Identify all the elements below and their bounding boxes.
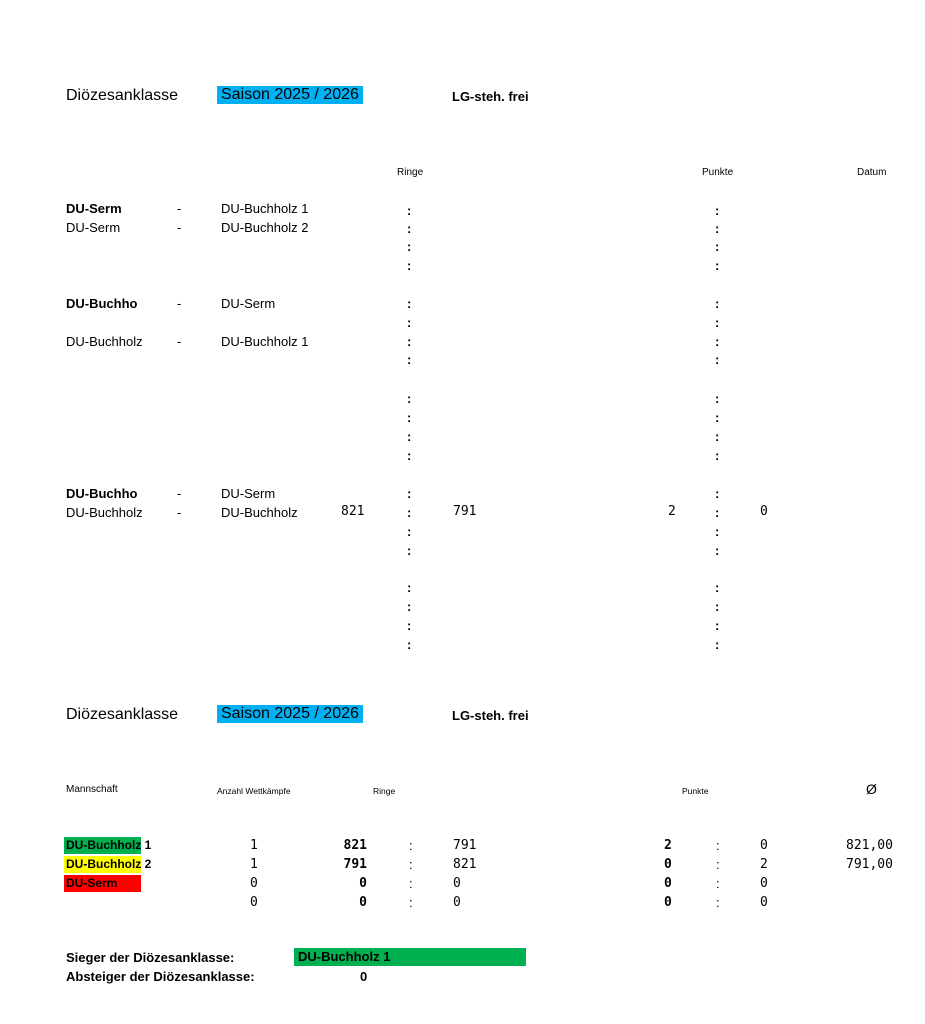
standings-ringe-own: 0: [359, 895, 367, 910]
table-header-count: Anzahl Wettkämpfe: [217, 786, 291, 796]
section2-discipline: LG-steh. frei: [452, 708, 529, 723]
match-home: DU-Serm: [66, 201, 122, 216]
col-header-ringe: Ringe: [397, 167, 424, 178]
match-dash: -: [177, 220, 182, 235]
score-separator: :: [407, 258, 412, 273]
standings-average: 791,00: [846, 857, 893, 872]
score-separator: :: [407, 410, 412, 425]
relegated-value: 0: [360, 969, 368, 984]
score-separator: :: [715, 599, 720, 614]
score-separator: :: [407, 315, 412, 330]
score-separator: :: [407, 296, 412, 311]
match-dash: -: [177, 296, 182, 311]
score-separator: :: [715, 410, 720, 425]
standings-average: 821,00: [846, 838, 893, 853]
standings-ringe-opp: 821: [453, 857, 477, 872]
match-away: DU-Serm: [221, 486, 276, 501]
match-punkte-away: 0: [760, 504, 768, 519]
standings-ringe-own: 791: [343, 857, 367, 872]
match-home: DU-Buchho: [66, 296, 138, 311]
match-home: DU-Buchholz: [66, 505, 143, 520]
standings-team: DU-Buchholz 2: [64, 856, 164, 873]
standings-separator: :: [716, 895, 720, 910]
table-header-ringe: Ringe: [373, 786, 396, 796]
score-separator: :: [715, 391, 720, 406]
match-ringe-away: 791: [453, 504, 477, 519]
score-separator: :: [407, 505, 412, 520]
score-separator: :: [715, 239, 720, 254]
standings-count: 0: [250, 876, 258, 891]
standings-punkte-opp: 0: [760, 895, 768, 910]
standings-ringe-own: 821: [343, 838, 367, 853]
score-separator: :: [715, 505, 720, 520]
standings-punkte-own: 0: [664, 895, 672, 910]
score-separator: :: [715, 580, 720, 595]
standings-ringe-opp: 791: [453, 838, 477, 853]
match-away: DU-Buchholz: [221, 505, 298, 520]
table-header-team: Mannschaft: [66, 784, 118, 795]
standings-count: 1: [250, 857, 258, 872]
score-separator: :: [407, 221, 412, 236]
score-separator: :: [407, 448, 412, 463]
section1-discipline: LG-steh. frei: [452, 89, 529, 104]
score-separator: :: [407, 391, 412, 406]
score-separator: :: [407, 334, 412, 349]
section2-saison-badge: Saison 2025 / 2026: [217, 705, 363, 723]
standings-count: 0: [250, 895, 258, 910]
match-away: DU-Buchholz 1: [221, 201, 309, 216]
score-separator: :: [715, 618, 720, 633]
standings-separator: :: [716, 857, 720, 872]
match-away: DU-Serm: [221, 296, 276, 311]
match-home: DU-Serm: [66, 220, 121, 235]
score-separator: :: [715, 637, 720, 652]
winner-value: DU-Buchholz 1: [294, 948, 526, 966]
match-dash: -: [177, 505, 182, 520]
relegated-label: Absteiger der Diözesanklasse:: [66, 969, 255, 984]
standings-team: DU-Buchholz 1: [64, 837, 164, 854]
score-separator: :: [715, 221, 720, 236]
col-header-datum: Datum: [857, 167, 887, 178]
score-separator: :: [715, 258, 720, 273]
standings-team: DU-Serm: [64, 875, 164, 892]
standings-punkte-opp: 2: [760, 857, 768, 872]
score-separator: :: [407, 239, 412, 254]
standings-separator: :: [409, 857, 413, 872]
score-separator: :: [407, 580, 412, 595]
standings-separator: :: [409, 895, 413, 910]
score-separator: :: [715, 296, 720, 311]
score-separator: :: [407, 599, 412, 614]
standings-separator: :: [409, 876, 413, 891]
standings-ringe-own: 0: [359, 876, 367, 891]
standings-punkte-own: 0: [664, 857, 672, 872]
match-away: DU-Buchholz 1: [221, 334, 309, 349]
winner-label: Sieger der Diözesanklasse:: [66, 950, 235, 965]
score-separator: :: [407, 486, 412, 501]
score-separator: :: [715, 352, 720, 367]
match-punkte-home: 2: [668, 504, 676, 519]
standings-ringe-opp: 0: [453, 876, 461, 891]
score-separator: :: [407, 543, 412, 558]
score-separator: :: [407, 618, 412, 633]
match-ringe-home: 821: [341, 504, 365, 519]
table-header-average: Ø: [866, 781, 877, 797]
score-separator: :: [407, 429, 412, 444]
section1-saison-badge: Saison 2025 / 2026: [217, 86, 363, 104]
score-separator: :: [407, 637, 412, 652]
score-separator: :: [715, 203, 720, 218]
standings-separator: :: [409, 838, 413, 853]
section2-title: Diözesanklasse: [66, 706, 179, 723]
match-away: DU-Buchholz 2: [221, 220, 309, 235]
match-dash: -: [177, 334, 182, 349]
score-separator: :: [715, 543, 720, 558]
standings-ringe-opp: 0: [453, 895, 461, 910]
score-separator: :: [715, 429, 720, 444]
score-separator: :: [715, 524, 720, 539]
standings-count: 1: [250, 838, 258, 853]
match-home: DU-Buchholz: [66, 334, 143, 349]
section1-title: Diözesanklasse: [66, 87, 179, 104]
standings-separator: :: [716, 876, 720, 891]
score-separator: :: [715, 448, 720, 463]
match-dash: -: [177, 201, 182, 216]
standings-punkte-own: 2: [664, 838, 672, 853]
score-separator: :: [715, 486, 720, 501]
score-separator: :: [715, 334, 720, 349]
match-dash: -: [177, 486, 182, 501]
standings-punkte-opp: 0: [760, 876, 768, 891]
score-separator: :: [715, 315, 720, 330]
col-header-punkte: Punkte: [702, 167, 734, 178]
score-separator: :: [407, 203, 412, 218]
score-separator: :: [407, 524, 412, 539]
standings-punkte-own: 0: [664, 876, 672, 891]
standings-punkte-opp: 0: [760, 838, 768, 853]
score-separator: :: [407, 352, 412, 367]
standings-separator: :: [716, 838, 720, 853]
table-header-punkte: Punkte: [682, 786, 709, 796]
match-home: DU-Buchho: [66, 486, 138, 501]
